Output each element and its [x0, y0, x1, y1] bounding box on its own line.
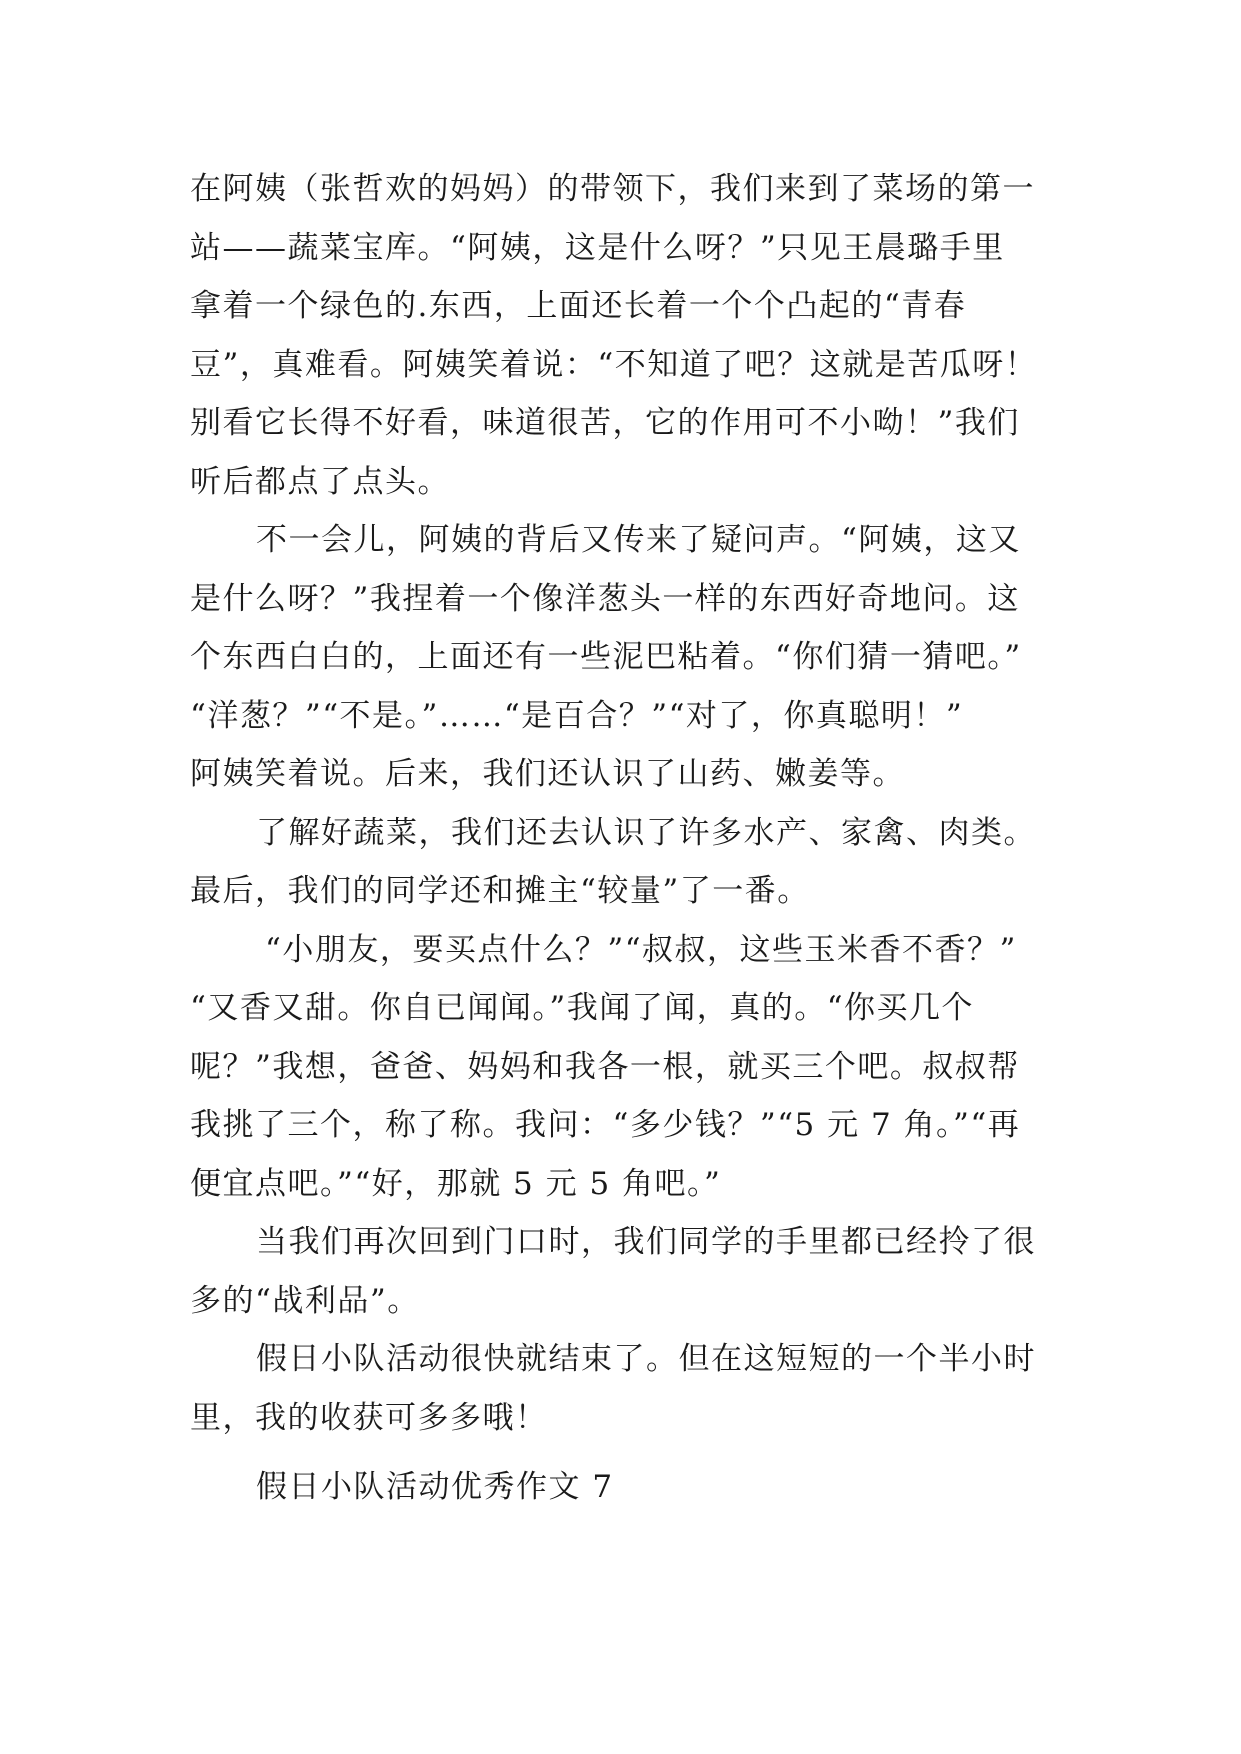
text-line: 听后都点了点头。 — [190, 463, 450, 500]
section-heading: 假日小队活动优秀作文 7 — [256, 1469, 614, 1505]
text-line: 了解好蔬菜，我们还去认识了许多水产、家禽、肉类。 — [256, 814, 1036, 851]
text-line: 豆”，真难看。阿姨笑着说：“不知道了吧？这就是苦瓜呀！ — [190, 346, 1038, 383]
text-line: 站——蔬菜宝库。“阿姨，这是什么呀？”只见王晨璐手里 — [190, 229, 1005, 266]
text-line: “又香又甜。你自已闻闻。”我闻了闻，真的。“你买几个 — [190, 990, 975, 1026]
text-line: “小朋友，要买点什么？”“叔叔，这些玉米香不香？” — [265, 931, 1017, 968]
text-line: 阿姨笑着说。后来，我们还认识了山药、嫩姜等。 — [190, 756, 905, 792]
text-line: 是什么呀？”我捏着一个像洋葱头一样的东西好奇地问。这 — [190, 580, 1020, 617]
text-line: 当我们再次回到门口时，我们同学的手里都已经拎了很 — [256, 1224, 1036, 1260]
text-line: 不一会儿，阿姨的背后又传来了疑问声。“阿姨，这又 — [256, 522, 1021, 558]
text-line: 多的“战利品”。 — [190, 1282, 420, 1319]
text-line: 别看它长得不好看，味道很苦，它的作用可不小呦！”我们 — [190, 405, 1020, 441]
text-line: 假日小队活动很快就结束了。但在这短短的一个半小时 — [256, 1341, 1036, 1377]
text-line: 里，我的收获可多多哦！ — [190, 1399, 548, 1436]
text-line: 在阿姨（张哲欢的妈妈）的带领下，我们来到了菜场的第一 — [190, 171, 1035, 207]
text-line: 呢？”我想，爸爸、妈妈和我各一根，就买三个吧。叔叔帮 — [190, 1048, 1020, 1085]
text-line: 个东西白白的，上面还有一些泥巴粘着。“你们猜一猜吧。” — [190, 639, 1022, 675]
text-line: 拿着一个绿色的.东西，上面还长着一个个凸起的“青春 — [190, 288, 967, 324]
text-line: 我挑了三个，称了称。我问：“多少钱？”“5 元 7 角。”“再 — [190, 1107, 1021, 1143]
text-line: 最后，我们的同学还和摊主“较量”了一番。 — [190, 873, 810, 909]
text-line: “洋葱？”“不是。”……“是百合？”“对了，你真聪明！” — [190, 697, 964, 734]
text-line: 便宜点吧。”“好，那就 5 元 5 角吧。” — [190, 1165, 722, 1202]
essay-body — [190, 160, 1060, 1447]
